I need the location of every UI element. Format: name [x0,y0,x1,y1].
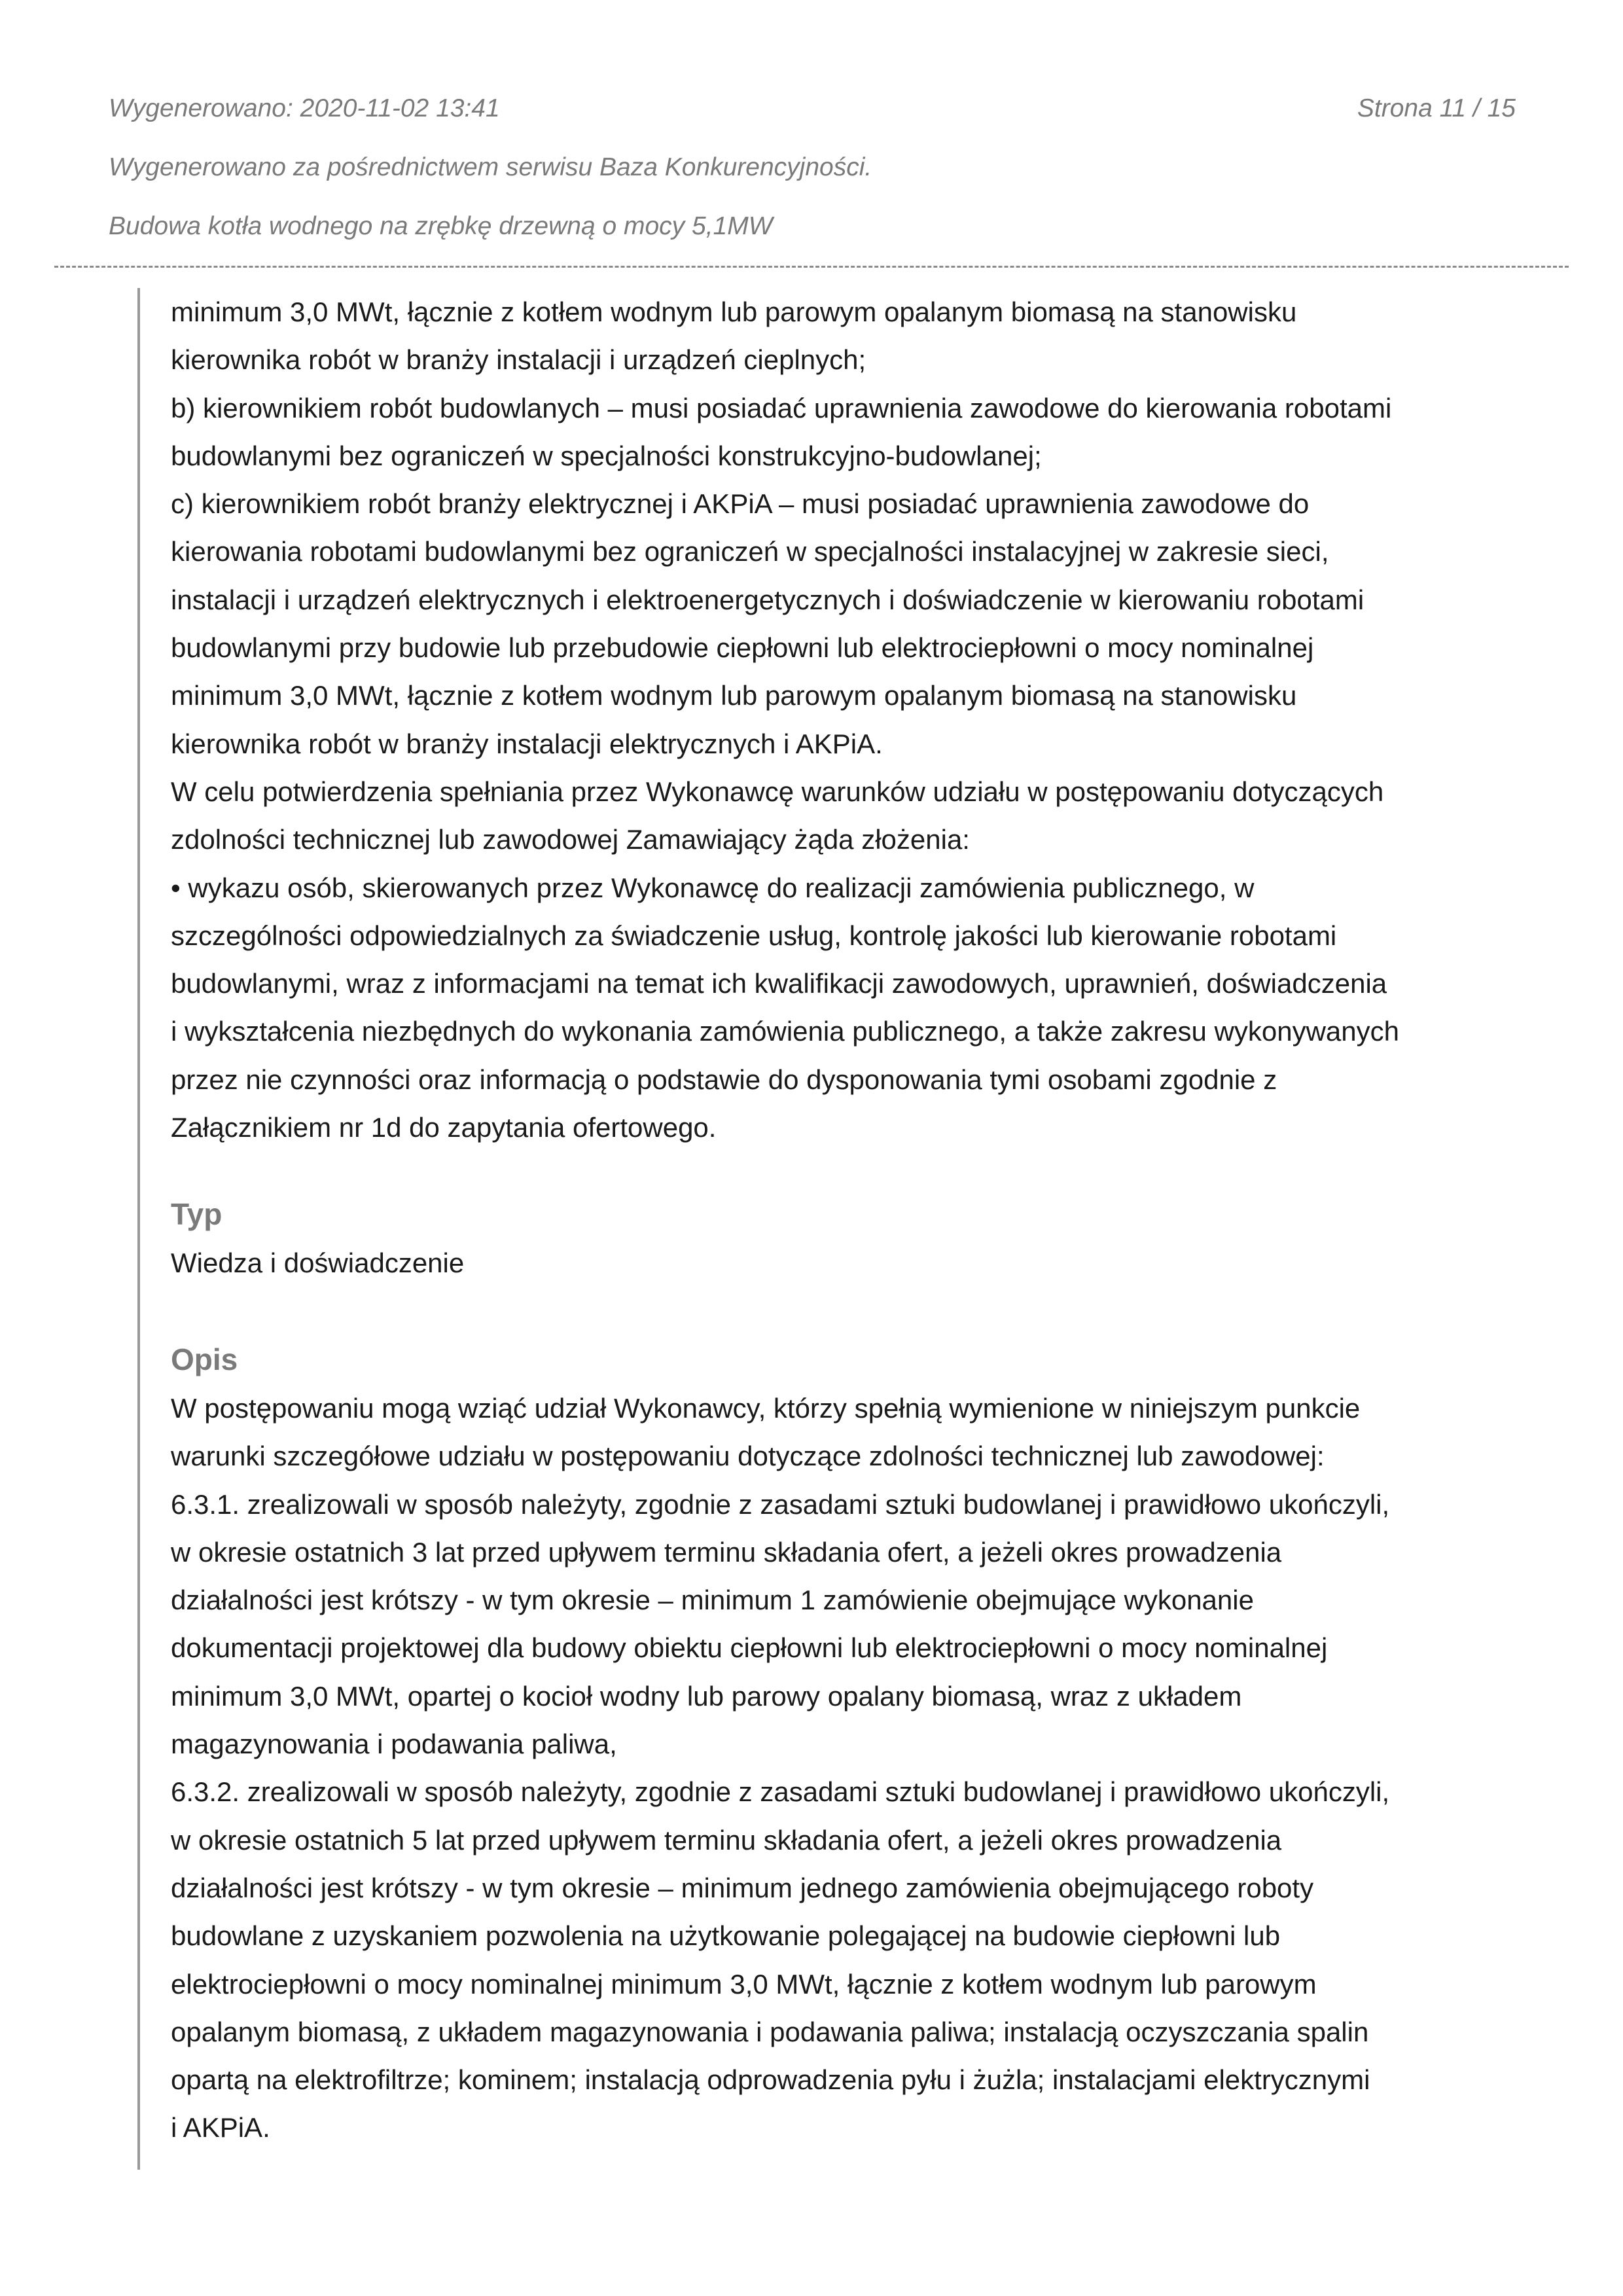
header-divider [54,266,1569,268]
text-line: c) kierownikiem robót branży elektrycznej i AKPiA – musi posiadać uprawnienia zawodowe do [171,488,1310,520]
text-line: instalacji i urządzeń elektrycznych i elektroenergetycznych i doświadczenie w kierowaniu robotami [171,584,1364,615]
text-line: w okresie ostatnich 3 lat przed upływem terminu składania ofert, a jeżeli okres prowadzenia [171,1536,1282,1568]
text-line: kierowania robotami budowlanymi bez ograniczeń w specjalności instalacyjnej w zakresie sieci, [171,536,1329,567]
text-line: b) kierownikiem robót budowlanych – musi posiadać uprawnienia zawodowe do kierowania robotami [171,392,1392,423]
text-line: minimum 3,0 MWt, opartej o kocioł wodny lub parowy opalany biomasą, wraz z układem [171,1680,1242,1712]
text-line: kierownika robót w branży instalacji i urządzeń cieplnych; [171,344,866,376]
text-line: opalanym biomasą, z układem magazynowania i podawania paliwa; instalacją oczyszczania spalin [171,2016,1369,2047]
type-value: Wiedza i doświadczenie [171,1247,465,1278]
text-line: kierownika robót w branży instalacji elektrycznych i AKPiA. [171,728,883,759]
type-label: Typ [171,1197,223,1231]
text-line: minimum 3,0 MWt, łącznie z kotłem wodnym lub parowym opalanym biomasą na stanowisku [171,296,1297,327]
text-line: Załącznikiem nr 1d do zapytania ofertowego. [171,1112,717,1143]
text-line: zdolności technicznej lub zawodowej Zamawiający żąda złożenia: [171,824,970,855]
intro-text [171,288,1399,1151]
text-line: 6.3.2. zrealizowali w sposób należyty, zgodnie z zasadami sztuki budowlanej i prawidłowo ukończyli, [171,1776,1390,1808]
generated-timestamp: Wygenerowano: 2020-11-02 13:41 [109,94,500,122]
text-line: i wykształcenia niezbędnych do wykonania zamówienia publicznego, a także zakresu wykonywanych [171,1016,1399,1047]
text-line: W celu potwierdzenia spełniania przez Wykonawcę warunków udziału w postępowaniu dotyczących [171,776,1384,807]
text-line: budowlanymi przy budowie lub przebudowie ciepłowni lub elektrociepłowni o mocy nominalnej [171,632,1314,664]
text-line: opartą na elektrofiltrze; kominem; instalacją odprowadzenia pyłu i żużla; instalacjami elektrycznymi [171,2064,1370,2096]
text-line: minimum 3,0 MWt, łącznie z kotłem wodnym lub parowym opalanym biomasą na stanowisku [171,680,1297,711]
text-line: W postępowaniu mogą wziąć udział Wykonawcy, którzy spełnią wymienione w niniejszym punkcie [171,1393,1361,1424]
text-line: budowlane z uzyskaniem pozwolenia na użytkowanie polegającej na budowie ciepłowni lub [171,1920,1281,1952]
page-number: Strona 11 / 15 [1357,94,1516,122]
text-line: działalności jest krótszy - w tym okresie – minimum 1 zamówienie obejmujące wykonanie [171,1585,1254,1616]
text-line: szczególności odpowiedzialnych za świadczenie usług, kontrolę jakości lub kierowanie robotami [171,920,1337,951]
text-line: 6.3.1. zrealizowali w sposób należyty, zgodnie z zasadami sztuki budowlanej i prawidłowo ukończyli, [171,1488,1390,1520]
text-line: działalności jest krótszy - w tym okresie – minimum jednego zamówienia obejmującego roboty [171,1872,1314,1903]
text-line: magazynowania i podawania paliwa, [171,1729,617,1760]
text-line: przez nie czynności oraz informacją o podstawie do dysponowania tymi osobami zgodnie z [171,1064,1277,1095]
text-line: warunki szczegółowe udziału w postępowaniu dotyczące zdolności technicznej lub zawodowej: [171,1441,1325,1472]
text-line: w okresie ostatnich 5 lat przed upływem terminu składania ofert, a jeżeli okres prowadzenia [171,1824,1282,1856]
content-block [137,288,1518,2170]
description-label: Opis [171,1342,238,1376]
text-line: dokumentacji projektowej dla budowy obiektu ciepłowni lub elektrociepłowni o mocy nominalnej [171,1632,1328,1664]
text-line: • wykazu osób, skierowanych przez Wykonawcę do realizacji zamówienia publicznego, w [171,872,1255,903]
text-line: budowlanymi, wraz z informacjami na temat ich kwalifikacji zawodowych, uprawnień, doświadczenia [171,968,1387,999]
service-attribution: Wygenerowano za pośrednictwem serwisu Baza Konkurencyjności. [109,153,872,181]
description-text [171,1384,1389,2152]
document-subject: Budowa kotła wodnego na zrębkę drzewną o mocy 5,1MW [109,212,773,240]
text-line: elektrociepłowni o mocy nominalnej minimum 3,0 MWt, łącznie z kotłem wodnym lub parowym [171,1968,1317,2000]
text-line: budowlanymi bez ograniczeń w specjalności konstrukcyjno-budowlanej; [171,440,1042,471]
text-line: i AKPiA. [171,2112,270,2144]
